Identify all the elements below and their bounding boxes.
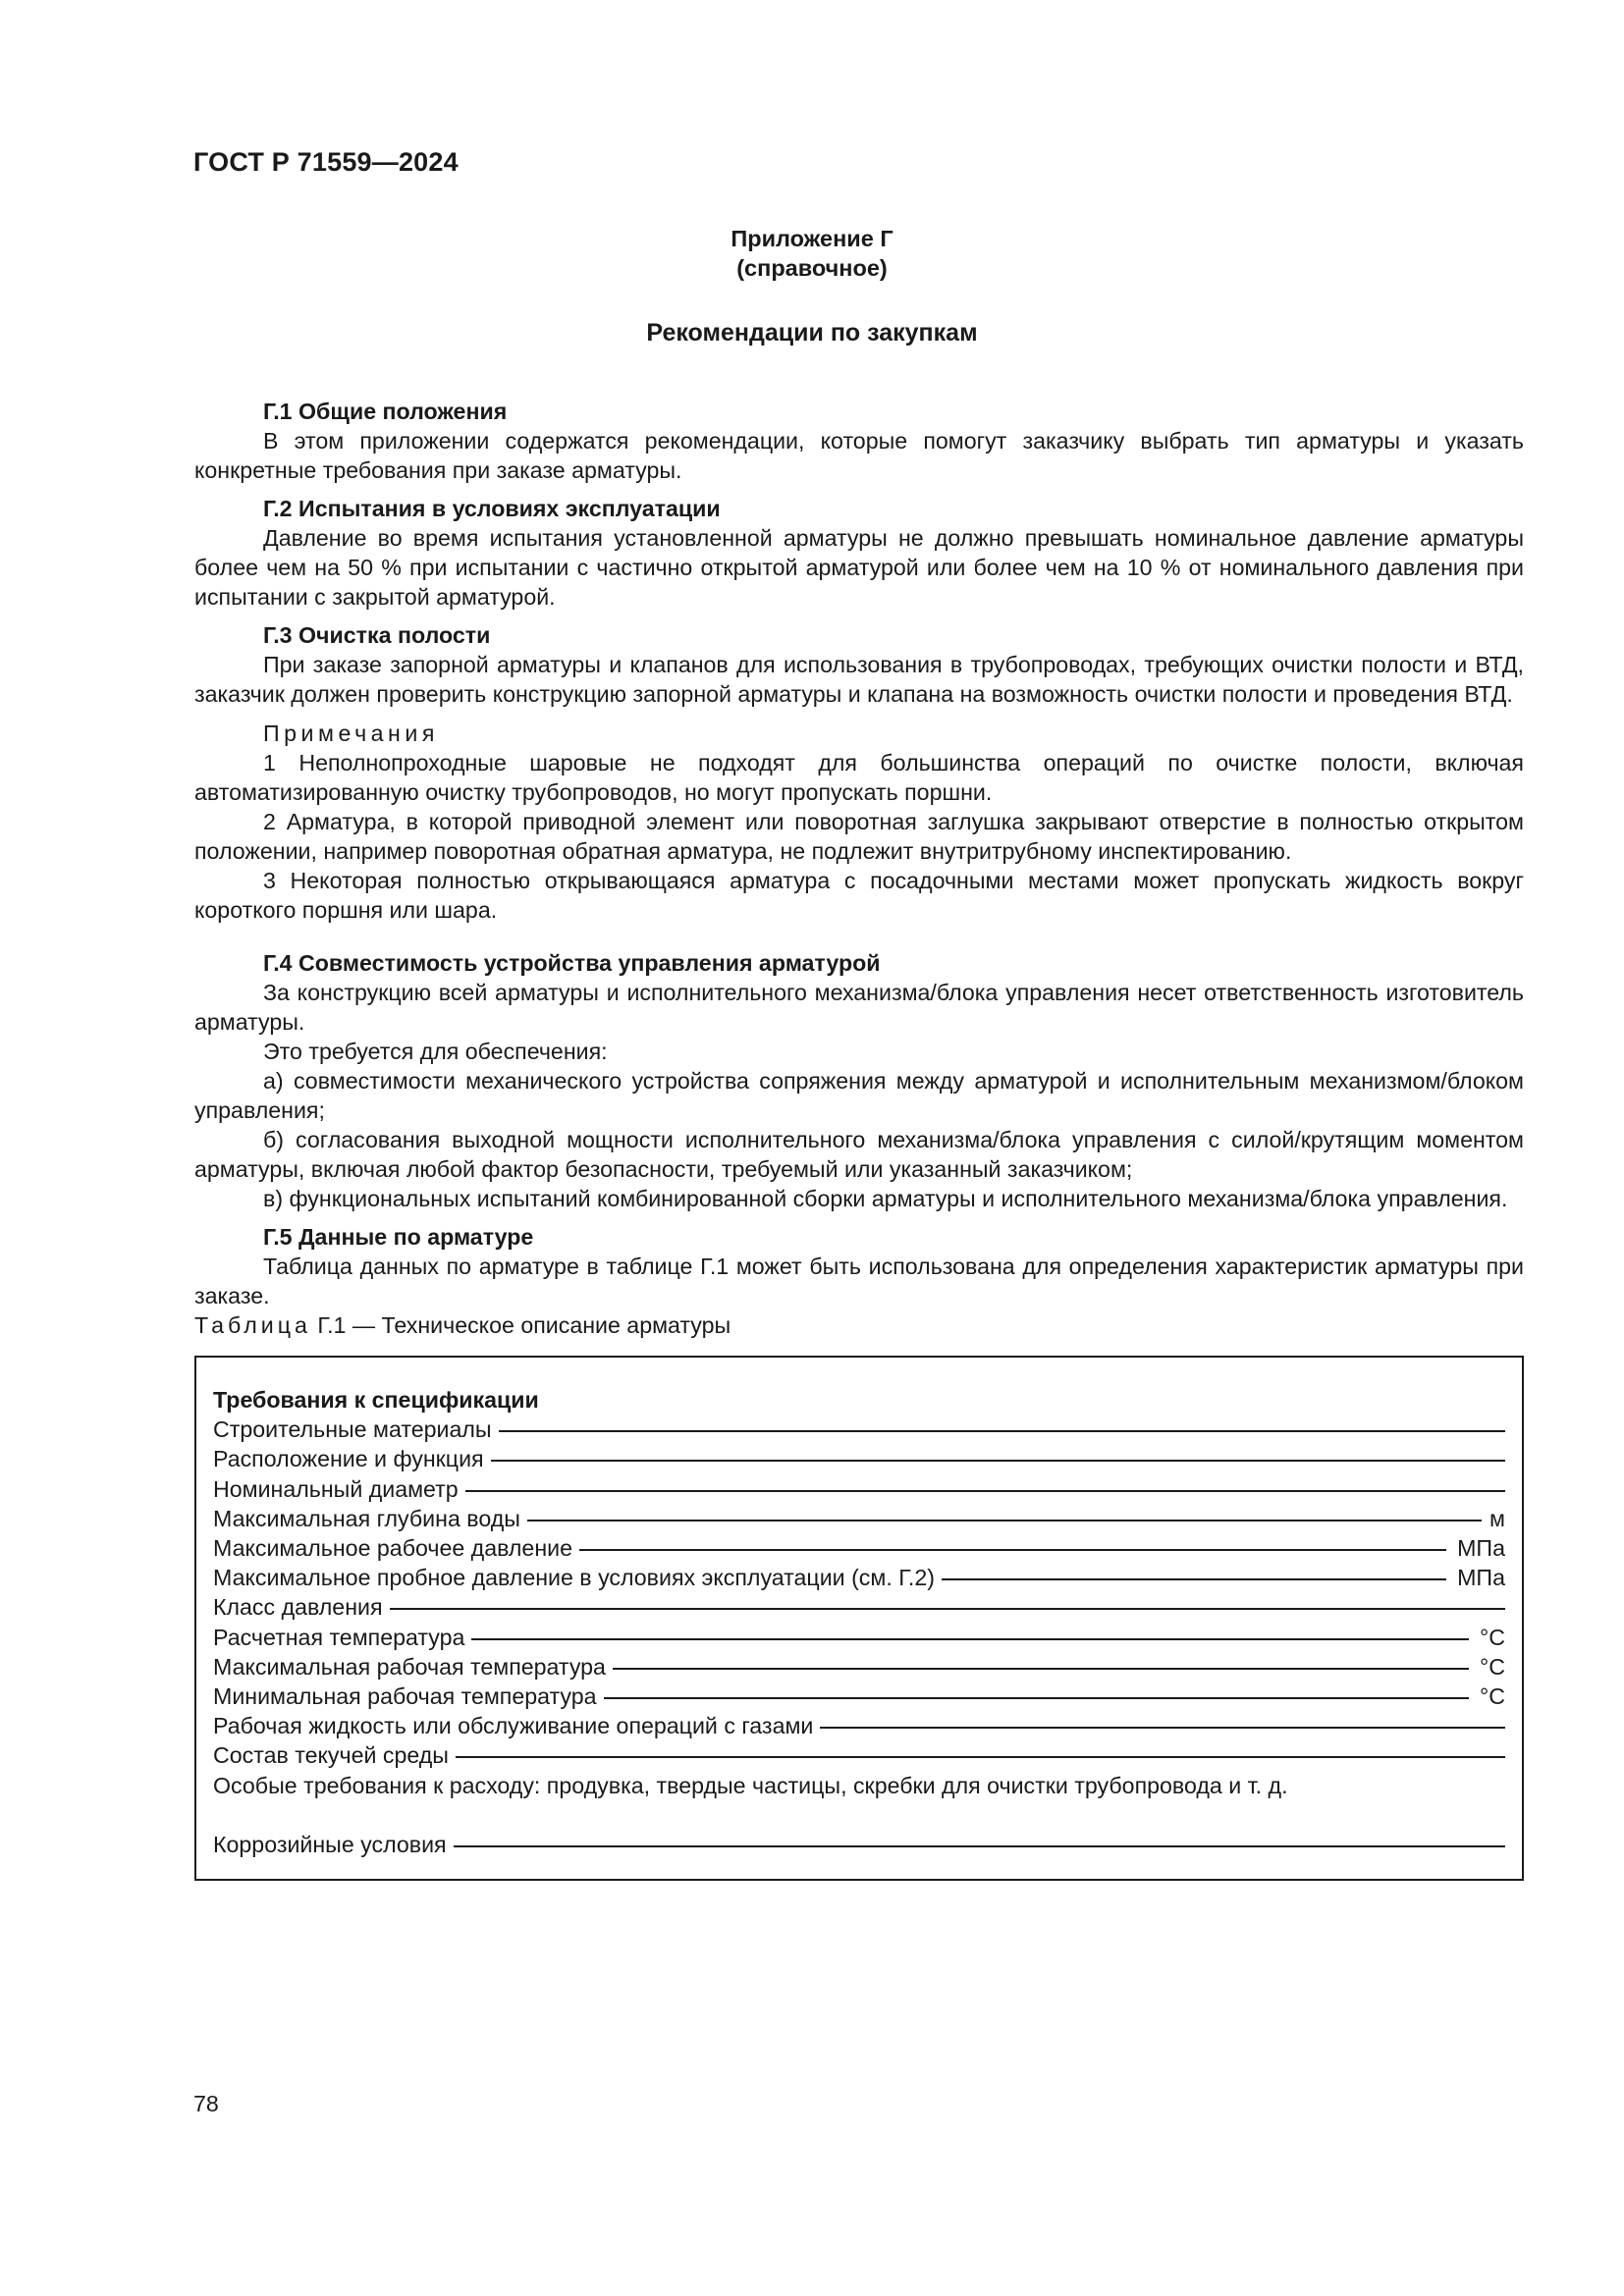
spec-row-label: Минимальная рабочая температура [213, 1683, 597, 1710]
spec-fill-line[interactable] [527, 1520, 1482, 1522]
spec-unit: МПа [1457, 1565, 1505, 1591]
appendix-subtitle: (справочное) [736, 255, 888, 281]
paragraph: В этом приложении содержатся рекомендации, которые помогут заказчику выбрать тип арматуры и указать конкретные требования при заказе арматуры. [194, 428, 1524, 483]
spec-table [194, 1356, 1524, 1881]
spec-row-label: Максимальное рабочее давление [213, 1535, 572, 1562]
paragraph: Это требуется для обеспечения: [263, 1039, 608, 1064]
spec-row-max-test-pressure [213, 1563, 1505, 1592]
spec-fill-line[interactable] [820, 1727, 1505, 1729]
spec-fill-line[interactable] [454, 1845, 1505, 1847]
spec-fill-line[interactable] [456, 1756, 1505, 1758]
section-heading-g3: Г.3 Очистка полости [263, 622, 491, 648]
spec-row-label: Расположение и функция [213, 1446, 484, 1472]
spec-row-fluid-composition [213, 1740, 1505, 1770]
spec-row-corrosion [213, 1830, 1505, 1859]
spec-row-label: Расчетная температура [213, 1624, 465, 1650]
document-code: ГОСТ Р 71559—2024 [193, 147, 459, 177]
page-number: 78 [193, 2091, 219, 2116]
spec-fill-line[interactable] [604, 1697, 1469, 1699]
spec-row-max-working-temperature [213, 1652, 1505, 1682]
spec-fill-line[interactable] [499, 1430, 1505, 1432]
list-item: а) совместимости механического устройства сопряжения между арматурой и исполнительным механизмом/блоком управления; [194, 1068, 1524, 1123]
document-body [194, 397, 1524, 1881]
spec-unit: МПа [1457, 1535, 1505, 1562]
appendix-title: Приложение Г [731, 226, 893, 251]
spec-row-label: Максимальная глубина воды [213, 1505, 520, 1531]
spec-row-label: Рабочая жидкость или обслуживание операций с газами [213, 1713, 814, 1739]
note-item: 3 Некоторая полностью открывающаяся арматура с посадочными местами может пропускать жидкость вокруг короткого поршня или шара. [194, 868, 1524, 923]
page-title: Рекомендации по закупкам [646, 319, 978, 347]
notes-label: Примечания [263, 721, 439, 746]
spec-row-label: Максимальная рабочая температура [213, 1653, 606, 1680]
spec-row-materials [213, 1415, 1505, 1444]
table-caption-text: Г.1 — Техническое описание арматуры [317, 1312, 731, 1338]
table-caption-label: Таблица [194, 1312, 311, 1338]
spec-row-nominal-diameter [213, 1474, 1505, 1504]
spec-row-label: Коррозийные условия [213, 1831, 447, 1857]
spec-special-requirements: Особые требования к расходу: продувка, твердые частицы, скребки для очистки трубопровода и т. д. [213, 1772, 1288, 1798]
spec-row-max-working-pressure [213, 1533, 1505, 1563]
spec-fill-line[interactable] [471, 1638, 1469, 1640]
section-heading-g1: Г.1 Общие положения [263, 399, 508, 424]
spec-table-title: Требования к спецификации [213, 1387, 539, 1413]
paragraph: Таблица данных по арматуре в таблице Г.1 может быть использована для определения характеристик арматуры при заказе. [194, 1254, 1524, 1308]
spec-unit: °С [1479, 1624, 1505, 1650]
spec-row-label: Максимальное пробное давление в условиях эксплуатации (см. Г.2) [213, 1565, 935, 1591]
section-heading-g2: Г.2 Испытания в условиях эксплуатации [263, 496, 721, 521]
spec-unit: °С [1479, 1683, 1505, 1710]
spec-row-label: Номинальный диаметр [213, 1475, 459, 1502]
spec-unit: м [1489, 1505, 1505, 1531]
paragraph: При заказе запорной арматуры и клапанов для использования в трубопроводах, требующих очистки полости и ВТД, заказчик должен проверить конструкцию запорной арматуры и клапана на возможность очистки полости и проведения ВТД. [194, 652, 1524, 707]
spec-row-design-temperature [213, 1623, 1505, 1652]
list-item: в) функциональных испытаний комбинированной сборки арматуры и исполнительного механизма/блока управления. [263, 1186, 1508, 1211]
spec-fill-line[interactable] [465, 1490, 1505, 1492]
spec-row-label: Строительные материалы [213, 1416, 492, 1443]
paragraph: Давление во время испытания установленной арматуры не должно превышать номинальное давление арматуры более чем на 50 % при испытании с частично открытой арматурой или более чем на 10 % от номинального давления при испытании с закрытой арматурой. [194, 525, 1524, 610]
spec-row-water-depth [213, 1504, 1505, 1533]
spec-fill-line[interactable] [491, 1460, 1505, 1462]
spec-row-working-fluid [213, 1711, 1505, 1740]
table-caption [194, 1310, 1524, 1340]
section-heading-g4: Г.4 Совместимость устройства управления арматурой [263, 950, 881, 976]
appendix-heading [0, 224, 1624, 283]
spec-row-label: Состав текучей среды [213, 1742, 449, 1769]
spec-row-label: Класс давления [213, 1594, 383, 1621]
section-heading-g5: Г.5 Данные по арматуре [263, 1224, 534, 1250]
note-item: 1 Неполнопроходные шаровые не подходят для большинства операций по очистке полости, включая автоматизированную очистку трубопроводов, но могут пропускать поршни. [194, 750, 1524, 805]
spec-row-pressure-class [213, 1592, 1505, 1622]
spec-unit: °С [1479, 1653, 1505, 1680]
paragraph: За конструкцию всей арматуры и исполнительного механизма/блока управления несет ответственность изготовитель арматуры. [194, 980, 1524, 1035]
spec-fill-line[interactable] [613, 1668, 1469, 1670]
list-item: б) согласования выходной мощности исполнительного механизма/блока управления с силой/крутящим моментом арматуры, включая любой фактор безопасности, требуемый или указанный заказчиком; [194, 1127, 1524, 1182]
spec-fill-line[interactable] [390, 1608, 1505, 1610]
note-item: 2 Арматура, в которой приводной элемент или поворотная заглушка закрывают отверстие в полностью открытом положении, например поворотная обратная арматура, не подлежит внутритрубному инспектированию. [194, 809, 1524, 864]
spec-row-min-working-temperature [213, 1682, 1505, 1711]
spec-row-location [213, 1444, 1505, 1473]
spec-fill-line[interactable] [942, 1578, 1446, 1580]
spec-fill-line[interactable] [579, 1549, 1446, 1551]
